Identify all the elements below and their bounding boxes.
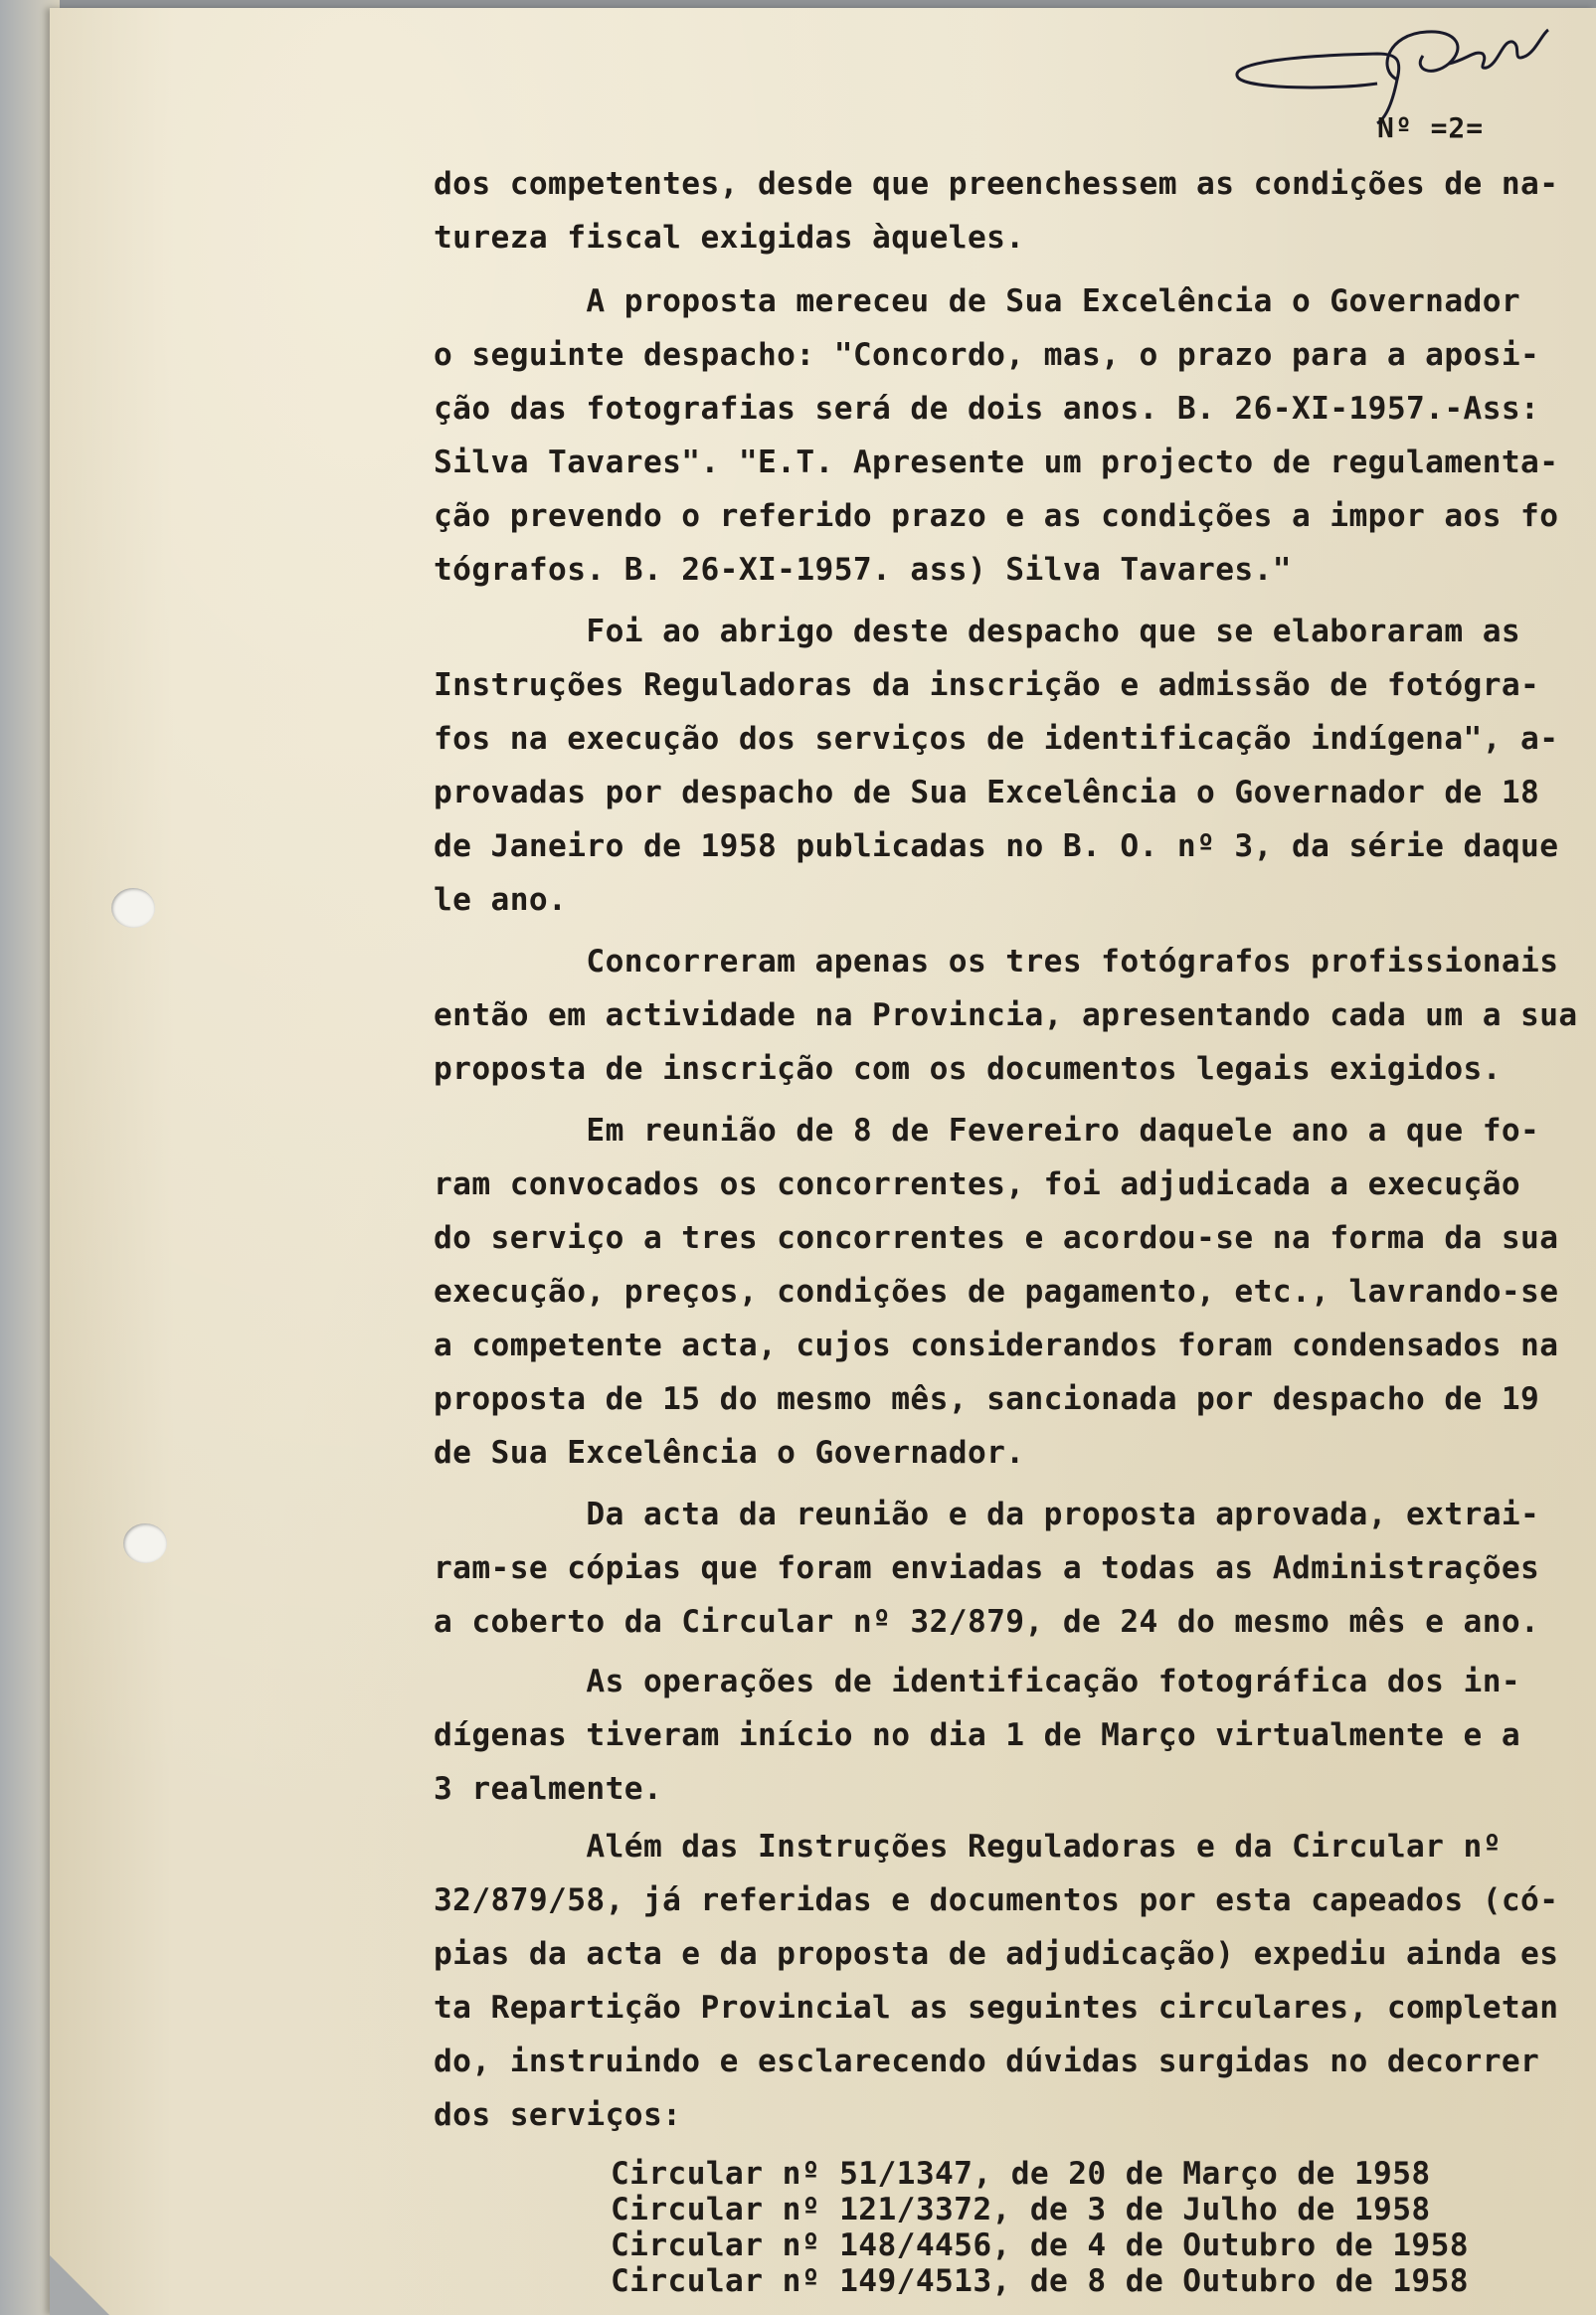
- text-line: ram convocados os concorrentes, foi adjudicada a execução: [434, 1166, 1521, 1202]
- text-line: Foi ao abrigo deste despacho que se elaboraram as: [434, 614, 1521, 649]
- letter-body: [434, 157, 1577, 2299]
- text-line: proposta de 15 do mesmo mês, sancionada por despacho de 19: [434, 1381, 1540, 1417]
- text-line: As operações de identificação fotográfica dos in-: [434, 1664, 1521, 1699]
- punch-hole-top: [111, 888, 155, 928]
- text-line: ção prevendo o referido prazo e as condições a impor aos fo: [434, 498, 1559, 534]
- text-line: Instruções Reguladoras da inscrição e admissão de fotógra-: [434, 667, 1540, 703]
- text-line: então em actividade na Provincia, apresentando cada um a sua: [434, 997, 1578, 1033]
- text-line: pias da acta e da proposta de adjudicação) expediu ainda es: [434, 1936, 1559, 1972]
- text-line: de Sua Excelência o Governador.: [434, 1435, 1025, 1471]
- text-line: fos na execução dos serviços de identificação indígena", a-: [434, 721, 1559, 757]
- text-line: le ano.: [434, 882, 568, 918]
- text-line: proposta de inscrição com os documentos legais exigidos.: [434, 1051, 1502, 1087]
- text-line: tógrafos. B. 26-XI-1957. ass) Silva Tavares.": [434, 552, 1292, 588]
- text-line: Silva Tavares". "E.T. Apresente um projecto de regulamenta-: [434, 445, 1559, 480]
- text-line: tureza fiscal exigidas àqueles.: [434, 220, 1025, 256]
- text-line: execução, preços, condições de pagamento, etc., lavrando-se: [434, 1274, 1559, 1310]
- text-line: Em reunião de 8 de Fevereiro daquele ano a que fo-: [434, 1113, 1540, 1149]
- paragraph: [434, 935, 1577, 1096]
- paragraph: [434, 1820, 1577, 2142]
- paragraph: [434, 1104, 1577, 1480]
- text-line: 3 realmente.: [434, 1771, 663, 1807]
- paragraph: [434, 605, 1577, 927]
- punch-hole-bottom: [123, 1523, 167, 1563]
- text-line: ção das fotografias será de dois anos. B. 26-XI-1957.-Ass:: [434, 391, 1540, 427]
- circular-list: [434, 2156, 1577, 2299]
- paragraph: [434, 157, 1577, 265]
- text-line: A proposta mereceu de Sua Excelência o Governador: [434, 283, 1521, 319]
- text-line: de Janeiro de 1958 publicadas no B. O. nº 3, da série daque: [434, 828, 1559, 864]
- text-line: provadas por despacho de Sua Excelência o Governador de 18: [434, 775, 1540, 810]
- text-line: dígenas tiveram início no dia 1 de Março virtualmente e a: [434, 1717, 1521, 1753]
- circular-item: Circular nº 51/1347, de 20 de Março de 1958: [611, 2156, 1431, 2192]
- text-line: Concorreram apenas os tres fotógrafos profissionais: [434, 944, 1559, 979]
- page-number: Nº =2=: [1377, 111, 1485, 144]
- text-line: Além das Instruções Reguladoras e da Circular nº: [434, 1829, 1502, 1865]
- text-line: do serviço a tres concorrentes e acordou-se na forma da sua: [434, 1220, 1559, 1256]
- paragraph: [434, 1655, 1577, 1816]
- text-line: o seguinte despacho: "Concordo, mas, o prazo para a aposi-: [434, 337, 1540, 373]
- text-line: 32/879/58, já referidas e documentos por esta capeados (có-: [434, 1882, 1559, 1918]
- paragraph: [434, 274, 1577, 597]
- circular-item: Circular nº 121/3372, de 3 de Julho de 1958: [611, 2192, 1431, 2227]
- folded-corner: [50, 2255, 109, 2315]
- text-line: ta Repartição Provincial as seguintes circulares, completan: [434, 1990, 1559, 2026]
- text-line: dos serviços:: [434, 2097, 682, 2133]
- paragraph: [434, 1488, 1577, 1649]
- circular-item: Circular nº 149/4513, de 8 de Outubro de 1958: [611, 2263, 1469, 2299]
- text-line: ram-se cópias que foram enviadas a todas as Administrações: [434, 1550, 1540, 1586]
- text-line: dos competentes, desde que preenchessem as condições de na-: [434, 166, 1559, 202]
- text-line: Da acta da reunião e da proposta aprovada, extrai-: [434, 1497, 1540, 1532]
- circular-item: Circular nº 148/4456, de 4 de Outubro de 1958: [611, 2227, 1469, 2263]
- text-line: do, instruindo e esclarecendo dúvidas surgidas no decorrer: [434, 2044, 1540, 2079]
- text-line: a coberto da Circular nº 32/879, de 24 do mesmo mês e ano.: [434, 1604, 1540, 1640]
- text-line: a competente acta, cujos considerandos foram condensados na: [434, 1328, 1559, 1363]
